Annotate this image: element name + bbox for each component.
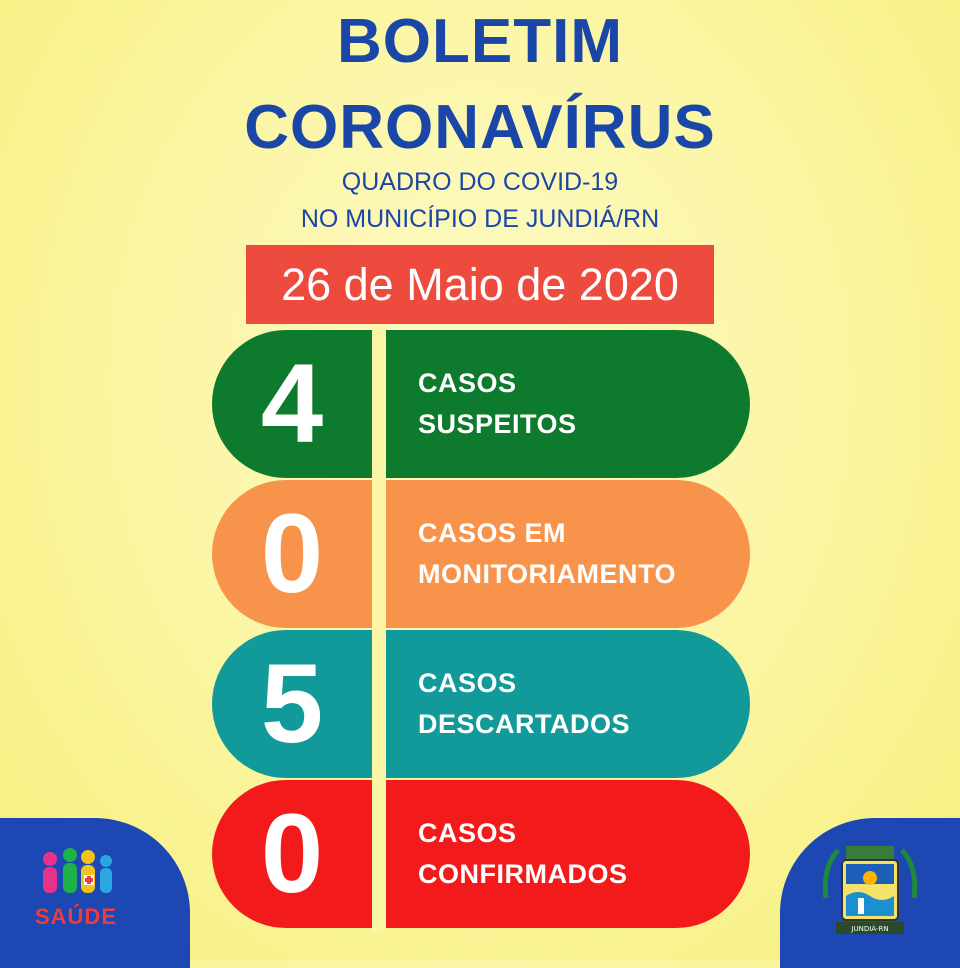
stat-value: 0	[212, 780, 412, 928]
stat-label-line: CASOS	[418, 818, 517, 848]
crest-text: JUNDIÁ-RN	[851, 925, 889, 933]
stat-label-line: CASOS	[418, 368, 517, 398]
stat-row-suspeitos	[212, 330, 750, 478]
date-banner: 26 de Maio de 2020	[246, 245, 714, 324]
stat-row-confirmados	[212, 780, 750, 928]
stat-row-descartados	[212, 630, 750, 778]
divider	[372, 776, 386, 932]
title-line-2: CORONAVÍRUS	[244, 93, 716, 162]
stat-value: 4	[212, 330, 412, 478]
stat-label	[390, 480, 750, 628]
title-line-1: BOLETIM	[337, 7, 623, 76]
stat-label	[390, 630, 750, 778]
subtitle-line-2: NO MUNICÍPIO DE JUNDIÁ/RN	[300, 205, 660, 233]
divider	[372, 626, 386, 782]
stat-label-line: CONFIRMADOS	[418, 859, 628, 889]
stat-label-line: SUSPEITOS	[418, 409, 577, 439]
stat-label	[390, 780, 750, 928]
stat-label-line: MONITORIAMENTO	[418, 559, 677, 589]
stat-label	[390, 330, 750, 478]
stat-label-line: CASOS	[418, 668, 517, 698]
municipal-crest-icon	[818, 838, 922, 948]
stat-label-line: DESCARTADOS	[418, 709, 631, 739]
subtitle-line-1: QUADRO DO COVID-19	[341, 168, 619, 196]
saude-logo-text: SAÚDE	[34, 904, 117, 929]
stat-value: 0	[212, 480, 412, 628]
divider	[372, 476, 386, 632]
stat-row-monitoriamento	[212, 480, 750, 628]
stat-value: 5	[212, 630, 412, 778]
divider	[372, 326, 386, 482]
stat-label-line: CASOS EM	[418, 518, 567, 548]
